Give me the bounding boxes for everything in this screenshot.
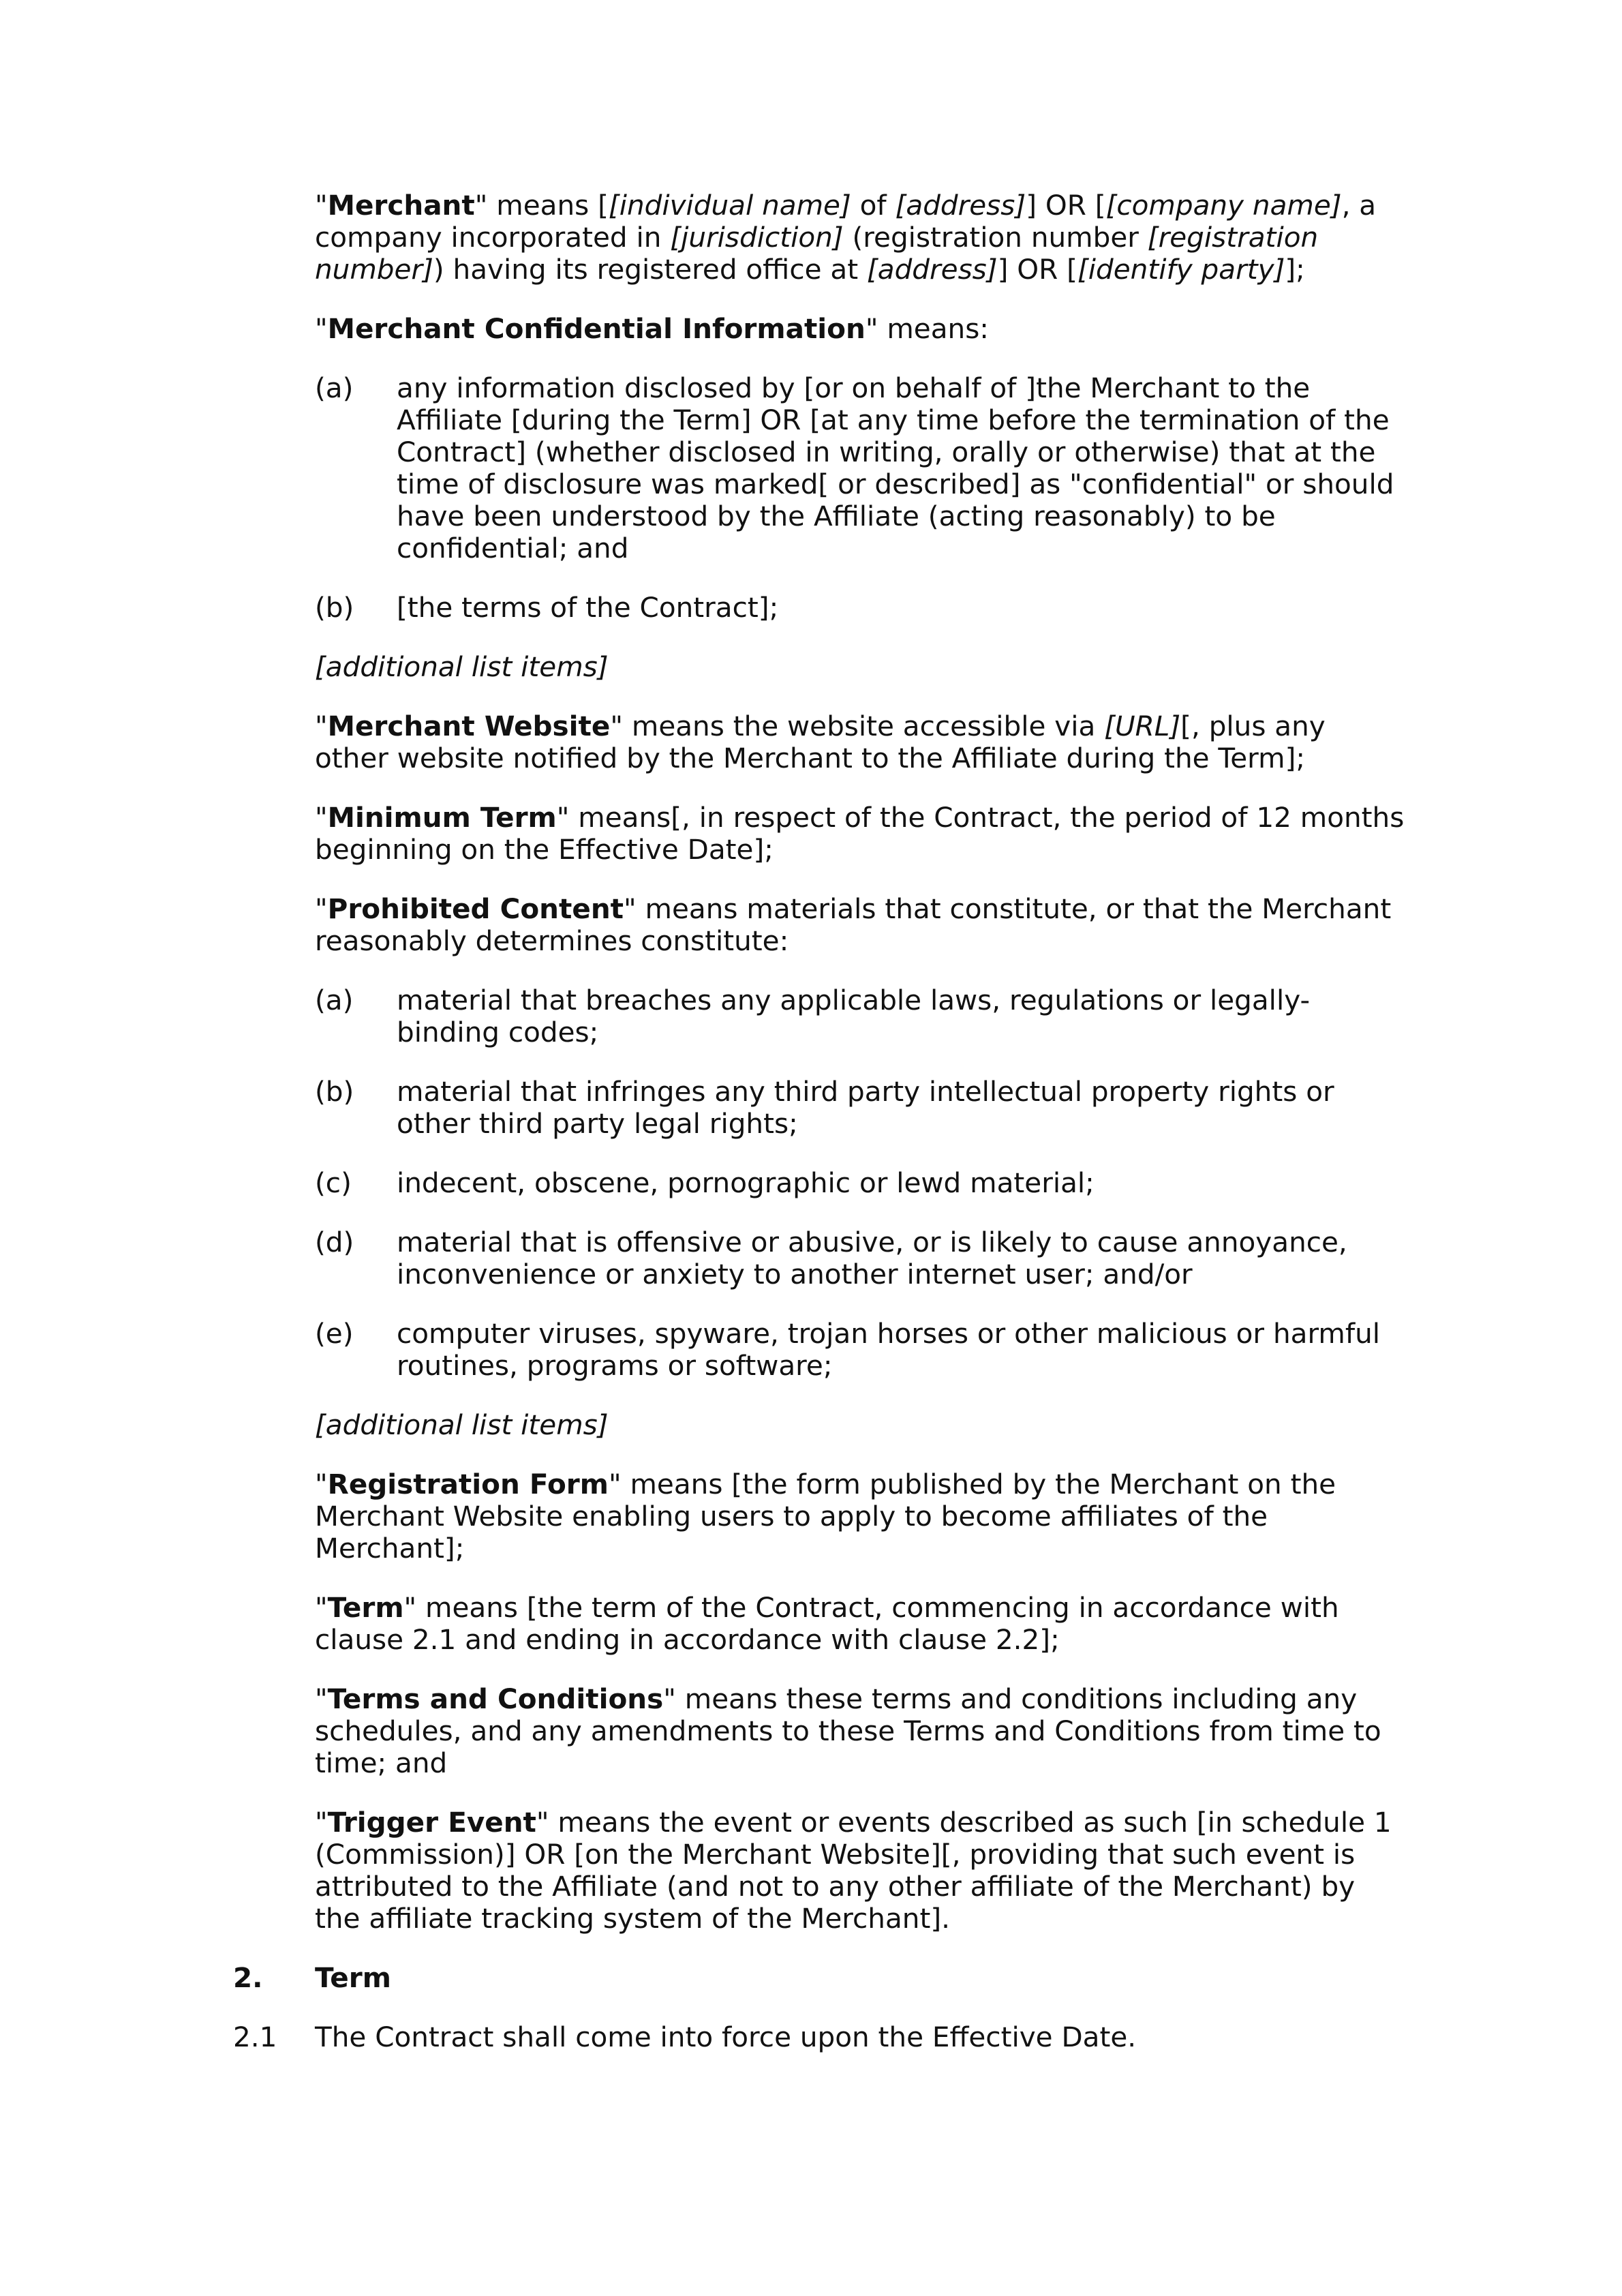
placeholder-text: [URL] [1104,710,1181,742]
defined-term: Term [327,1591,404,1624]
definition-text: " means [the term of the Contract, commencing in accordance with clause 2.1 and ending in accordance with clause 2.2]; [315,1591,1339,1656]
list-label: (e) [315,1317,354,1350]
list-item [315,372,1405,564]
list-text: material that is offensive or abusive, or is likely to cause annoyance, inconvenience or anxiety to another internet user; and/or [397,1226,1347,1290]
additional-list-items-note [315,1409,1405,1441]
terms-and-conditions-definition [315,1683,1405,1779]
list-text: material that breaches any applicable laws, regulations or legally-binding codes; [397,984,1311,1048]
quote: " [315,892,328,925]
defined-term: Terms and Conditions [327,1682,664,1715]
list-label: (a) [315,372,354,404]
merchant-website-definition [315,710,1405,774]
list-item [315,1226,1405,1290]
additional-list-items-note [315,651,1405,683]
list-label: (a) [315,984,354,1016]
definition-text: " means materials that constitute, or that the Merchant reasonably determines constitute: [315,892,1392,957]
section-heading [233,1962,1405,1994]
quote: " [315,1806,328,1839]
list-label: (b) [315,591,354,624]
placeholder-text: [identify party] [1077,253,1285,286]
list-text: material that infringes any third party intellectual property rights or other third party legal rights; [397,1075,1334,1140]
list-item [315,592,1405,624]
definition-text: " means [the form published by the Merchant on the Merchant Website enabling users to apply to become affiliates of the Merchant]; [315,1468,1336,1565]
registration-form-definition [315,1468,1405,1565]
definition-text: , a company incorporated in [315,189,1377,254]
definition-text: of [851,189,896,222]
definition-text: (registration number [843,221,1148,254]
list-label: (b) [315,1075,354,1108]
list-item [315,984,1405,1048]
definition-text: ] OR [ [1026,189,1106,222]
defined-term: Minimum Term [327,801,557,834]
definition-text: " means the website accessible via [610,710,1105,742]
placeholder-text: [registration number] [315,221,1319,286]
defined-term: Merchant Confidential Information [327,312,866,345]
quote: " [315,801,328,834]
quote: " [315,1468,328,1500]
trigger-event-definition [315,1807,1405,1935]
list-label: (c) [315,1166,352,1199]
prohibited-content-definition [315,893,1405,957]
term-definition [315,1592,1405,1656]
placeholder-text: [jurisdiction] [670,221,844,254]
minimum-term-definition [315,802,1405,866]
quote: " [315,1682,328,1715]
defined-term: Prohibited Content [327,892,624,925]
definition-text: ]; [1285,253,1305,286]
placeholder-text: [additional list items] [315,1408,609,1441]
section-number: 2. [233,1961,263,1994]
placeholder-text: [additional list items] [315,650,609,683]
defined-term: Trigger Event [327,1806,536,1839]
merchant-definition [315,190,1405,286]
quote: " [315,189,328,222]
definition-text: ] OR [ [997,253,1077,286]
list-text: [the terms of the Contract]; [397,591,779,624]
quote: " [315,312,328,345]
definition-text: " means the event or events described as such [in schedule 1 (Commission)] OR [on the Merchant Website][, providing that such event is attributed to the Affiliate (and not to any other affiliate of the Merchant) by the affiliate tracking system of the Merchant]. [315,1806,1392,1935]
list-label: (d) [315,1226,354,1258]
quote: " [315,1591,328,1624]
defined-term: Merchant [327,189,475,222]
clause-text: The Contract shall come into force upon the Effective Date. [315,2021,1137,2053]
definition-text: [, plus any other website notified by the Merchant to the Affiliate during the Term]; [315,710,1326,774]
list-item [315,1167,1405,1199]
list-text: any information disclosed by [or on behalf of ]the Merchant to the Affiliate [during the Term] OR [at any time before the termination of the Contract] (whether disclosed in writing, orally or otherwise) that at the time of disclosure was marked[ or described] as "confidential" or should have been understood by the Affiliate (acting reasonably) to be confidential; and [397,372,1394,564]
list-item [315,1318,1405,1382]
definition-text: " means[, in respect of the Contract, the period of 12 months beginning on the Effective Date]; [315,801,1405,866]
defined-term: Registration Form [327,1468,609,1500]
clause-number: 2.1 [233,2021,277,2053]
quote: " [315,710,328,742]
definition-text: " means [ [474,189,609,222]
clause [233,2021,1405,2053]
placeholder-text: [address] [866,253,998,286]
definition-text: " means these terms and conditions including any schedules, and any amendments to these Terms and Conditions from time to time; and [315,1682,1381,1779]
list-text: computer viruses, spyware, trojan horses or other malicious or harmful routines, programs or software; [397,1317,1381,1382]
definition-text: " means: [865,312,989,345]
section-title: Term [315,1961,391,1994]
placeholder-text: [company name] [1105,189,1342,222]
defined-term: Merchant Website [327,710,611,742]
placeholder-text: [address] [895,189,1026,222]
list-text: indecent, obscene, pornographic or lewd material; [397,1166,1095,1199]
merchant-confidential-information-definition [315,313,1405,345]
definition-text: ) having its registered office at [433,253,867,286]
placeholder-text: [individual name] [608,189,851,222]
list-item [315,1076,1405,1140]
